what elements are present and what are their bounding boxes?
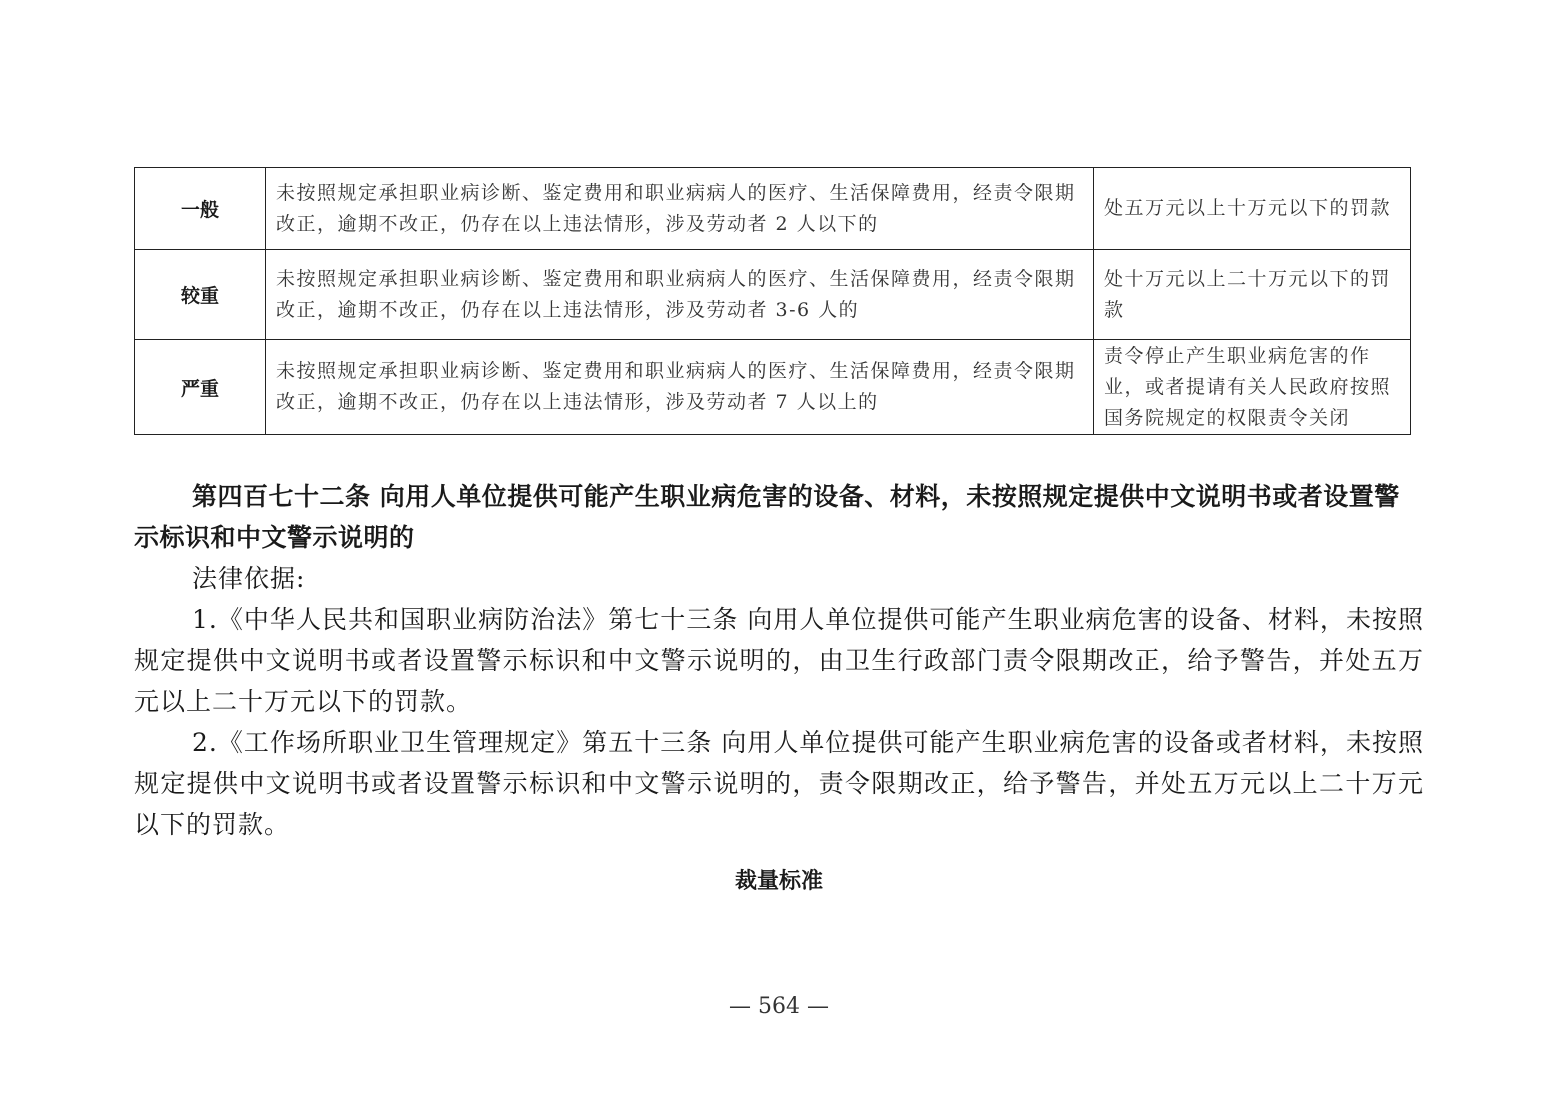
section-heading: 裁量标准 (734, 869, 823, 894)
condition-cell: 未按照规定承担职业病诊断、鉴定费用和职业病病人的医疗、生活保障费用，经责令限期改正，逾期不改正，仍存在以上违法情形，涉及劳动者 3-6 人的 (266, 250, 1094, 340)
legal-basis-2: 2.《工作场所职业卫生管理规定》第五十三条 向用人单位提供可能产生职业病危害的设备或者材料，未按照规定提供中文说明书或者设置警示标识和中文警示说明的，责令限期改正，给予警告，并处五万元以上二十万元以下的罚款。 (134, 728, 1424, 839)
table-row (135, 340, 1411, 435)
penalty-cell: 处十万元以上二十万元以下的罚款 (1094, 250, 1411, 340)
level-cell: 较重 (135, 250, 266, 340)
level-cell: 严重 (135, 340, 266, 435)
level-cell: 一般 (135, 168, 266, 250)
penalty-cell: 责令停止产生职业病危害的作业，或者提请有关人民政府按照国务院规定的权限责令关闭 (1094, 340, 1411, 435)
table-row (135, 168, 1411, 250)
article-title: 第四百七十二条 向用人单位提供可能产生职业病危害的设备、材料，未按照规定提供中文说明书或者设置警示标识和中文警示说明的 (134, 482, 1400, 552)
table-row (135, 250, 1411, 340)
condition-cell: 未按照规定承担职业病诊断、鉴定费用和职业病病人的医疗、生活保障费用，经责令限期改正，逾期不改正，仍存在以上违法情形，涉及劳动者 7 人以上的 (266, 340, 1094, 435)
condition-cell: 未按照规定承担职业病诊断、鉴定费用和职业病病人的医疗、生活保障费用，经责令限期改正，逾期不改正，仍存在以上违法情形，涉及劳动者 2 人以下的 (266, 168, 1094, 250)
page-number: — 564 — (729, 994, 829, 1019)
legal-basis-label: 法律依据: (192, 564, 306, 593)
article-block (134, 476, 1424, 845)
legal-basis-1: 1.《中华人民共和国职业病防治法》第七十三条 向用人单位提供可能产生职业病危害的设备、材料，未按照规定提供中文说明书或者设置警示标识和中文警示说明的，由卫生行政部门责令限期改正，给予警告，并处五万元以上二十万元以下的罚款。 (134, 605, 1424, 716)
discretion-table (134, 167, 1411, 435)
penalty-cell: 处五万元以上十万元以下的罚款 (1094, 168, 1411, 250)
